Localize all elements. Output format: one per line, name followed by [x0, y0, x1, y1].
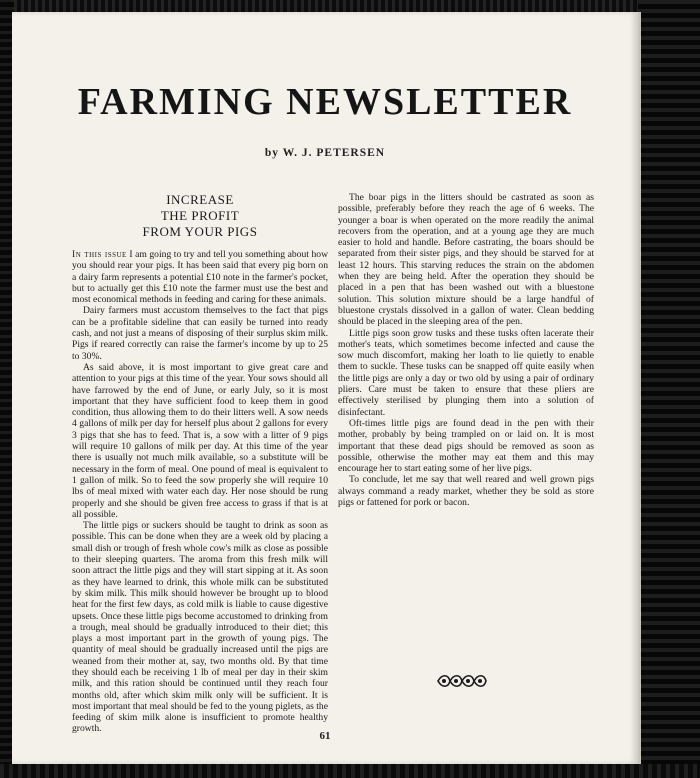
page-title: FARMING NEWSLETTER [77, 81, 573, 123]
article-paragraph [72, 249, 328, 305]
byline: by W. J. PETERSEN [264, 147, 386, 159]
scan-edge-top [0, 0, 700, 12]
lead-in: In this issue [72, 249, 127, 260]
subhead-line: INCREASE [166, 192, 234, 207]
subhead-line: FROM YOUR PIGS [142, 224, 258, 239]
scan-edge-right [638, 0, 700, 778]
article-paragraph: As said above, it is most important to give great care and attention to your pigs at this time of the year. Your sows should all have farrowed by the end of June, or early July, so it is most important that they have sufficient food to keep them in good condition, thus allowing them to do their litters well. A sow needs 4 gallons of milk per day for herself plus about 2 gallons for every 3 pigs that she has to feed. That is, a sow with a litter of 9 pigs will require 10 gallons of milk per day. At this time of the year there is usually not much milk available, so a substitute will be necessary in the form of meal. One pound of meal is equivalent to 1 gallon of milk. So to feed the sow properly she will require 10 lbs of meal mixed with water each day. Her nose should be rung properly and she should be given free access to grass if that is at all possible. [72, 361, 328, 520]
article-paragraph: Little pigs soon grow tusks and these tusks often lacerate their mother's teats, which sometimes become infected and cause the sow much discomfort, making her loath to lie quietly to enable them to suckle. These tusks can be snapped off quite easily when the little pigs are only a day or two old by using a pair of ordinary pliers. Care must be taken to ensure that these pliers are effectively sterilised by plunging them into a solution of disinfectant. [338, 327, 594, 418]
article-paragraph: To conclude, let me say that well reared and well grown pigs always command a ready market, whether they be sold as store pigs or fattened for pork or bacon. [338, 474, 594, 509]
article-paragraph: Oft-times little pigs are found dead in the pen with their mother, probably by being trampled on or laid on. It is most important that these dead pigs should be removed as soon as possible, otherwise the mother may eat them and this may encourage her to start eating some of her live pigs. [338, 417, 594, 475]
article-paragraph: Dairy farmers must accustom themselves to the fact that pigs can be a profitable sideline that can easily be turned into ready cash, and not just a means of disposing of their surplus skim milk. Pigs if reared correctly can raise the farmer's income by up to 25 to 30%. [72, 305, 328, 362]
article-paragraph: The little pigs or suckers should be taught to drink as soon as possible. This can be done when they are a week old by placing a small dish or trough of fresh whole cow's milk as close as possible to their sleeping quarters. The aroma from this fresh milk will soon attract the little pigs and they will start sipping at it. As soon as they have learned to drink, this whole milk can be substituted by skim milk. This milk should however be brought up to blood heat for the first few days, as cold milk is liable to cause digestive upsets. Once these little pigs become accustomed to drinking from a trough, meal should be gradually introduced to their diet; this plays a most important part in the growth of young pigs. The quantity of meal should be gradually increased until the pigs are weaned from their mother at, say, two months old. By that time they should each be receiving 1 lb of meal per day in their skim milk, and this ration should be continued until they reach four months old, after which skim milk only will be sufficient. It is most important that meal should be fed to the young piglets, as the feeding of skim milk alone is insufficient to promote healthy growth. [72, 520, 328, 735]
scan-edge-bottom [0, 764, 700, 778]
newsletter-page [12, 12, 641, 764]
paragraph-text: I am going to try and tell you something about how you should rear your pigs. It has been said that every pig born on a dairy farm represents a potential £10 note in the farmer's pocket, but to actually get this £10 note the farmer must use the best and most economical methods in feeding and caring for these animals. [72, 249, 328, 306]
subhead-line: THE PROFIT [160, 208, 240, 223]
article-subhead [72, 192, 328, 240]
article-paragraph: The boar pigs in the litters should be castrated as soon as possible, preferably before they reach the age of 6 weeks. The younger a boar is when operated on the more readily the animal recovers from the operation, and at a young age they are much easier to hold and handle. Before castrating, the boars should be separated from their sister pigs, and they should be starved for at least 12 hours. This starving reduces the strain on the abdomen when they are being held. After the operation they should be placed in a pen that has been washed out with a bluestone solution. This solution mixture should be a large handful of bluestone crystals dissolved in a gallon of water. Clean bedding should be placed in the sleeping area of the pen. [338, 192, 594, 328]
article-column-left [72, 192, 328, 735]
article-column-right [338, 192, 594, 508]
page-number: 61 [319, 730, 331, 742]
ornament-icon [436, 672, 488, 690]
